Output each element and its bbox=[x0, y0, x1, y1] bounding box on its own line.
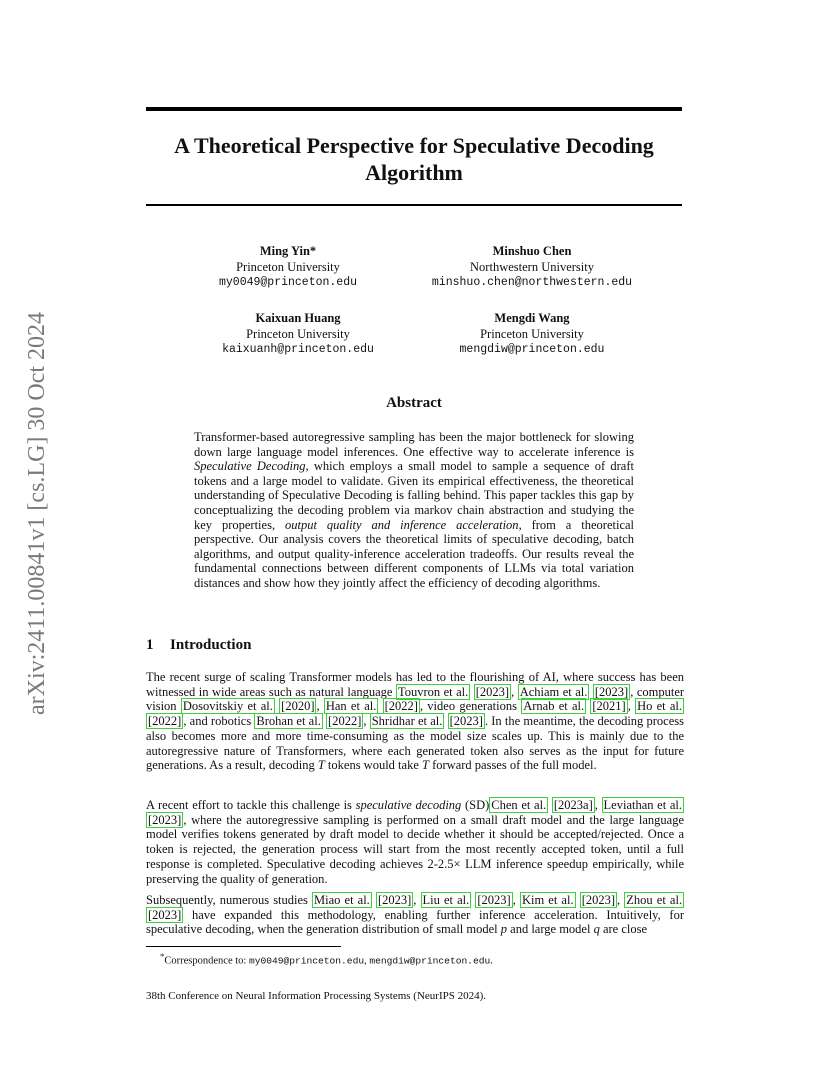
body-text: , bbox=[627, 699, 636, 714]
footnote-mark: * bbox=[160, 951, 165, 961]
author-name: Mengdi Wang bbox=[494, 311, 570, 325]
footnote-email[interactable]: mengdiw@princeton.edu bbox=[369, 955, 491, 967]
citation-link[interactable]: Arnab et al. bbox=[523, 699, 585, 714]
body-text: . In the meantime, the decoding process also becomes more and more time-consuming as the model size scales up. This is mainly due to the autoregressive nature of Transformers, where each generated token also serves as the input for future generations. As a result, decoding bbox=[146, 714, 685, 773]
body-text: , and robotics bbox=[183, 714, 255, 729]
footnote-rule bbox=[146, 946, 341, 947]
citation-link[interactable]: Kim et al. bbox=[521, 893, 574, 907]
author-block-2 bbox=[402, 243, 662, 291]
intro-paragraph-1 bbox=[146, 670, 684, 773]
abstract-text: Transformer-based autoregressive sampling has been the major bottleneck for slowing down large language model inferences. One effective way to accelerate inference is bbox=[194, 430, 634, 459]
footnote-email[interactable]: my0049@princeton.edu bbox=[248, 955, 365, 967]
citation-link[interactable]: Dosovitskiy et al. bbox=[182, 699, 273, 714]
body-text: forward passes of the full model. bbox=[428, 758, 597, 773]
citation-link[interactable]: [2022] bbox=[384, 699, 418, 714]
top-rule bbox=[146, 107, 682, 111]
body-text: Subsequently, numerous studies bbox=[146, 893, 313, 907]
citation-link[interactable]: Han et al. bbox=[325, 699, 377, 714]
body-text: are close bbox=[599, 922, 648, 937]
body-text: , bbox=[363, 714, 370, 729]
author-email: my0049@princeton.edu bbox=[218, 276, 358, 289]
footnote-end: . bbox=[490, 955, 493, 967]
body-text: , where the autoregressive sampling is performed on a small draft model and the large language model verifies tokens generated by draft model to decide whether it should be accepted/rejected. Once a token is rejected, the generation process will start from the most recently accepted token, until a full response is completed. Speculative decoding achieves 2-2.5× LLM inference speedup empirically, while preserving the quality of generation. bbox=[146, 812, 684, 886]
author-email: kaixuanh@princeton.edu bbox=[222, 343, 374, 356]
citation-link[interactable]: [2023] bbox=[377, 893, 412, 907]
math-variable: p bbox=[500, 922, 508, 937]
citation-link[interactable]: Zhou et al. bbox=[626, 893, 683, 907]
title-line-2: Algorithm bbox=[365, 160, 463, 185]
citation-link[interactable]: [2023] bbox=[477, 893, 511, 907]
author-block-3 bbox=[188, 310, 408, 358]
section-heading bbox=[146, 637, 251, 654]
body-text: , bbox=[511, 684, 518, 699]
body-text: A recent effort to tackle this challenge is bbox=[146, 798, 356, 812]
author-affiliation: Northwestern University bbox=[470, 260, 594, 274]
body-text: and large model bbox=[507, 922, 594, 937]
conference-note: 38th Conference on Neural Information Processing Systems (NeurIPS 2024). bbox=[146, 990, 487, 1002]
author-name: Ming Yin* bbox=[259, 244, 317, 258]
citation-link[interactable]: Brohan et al. bbox=[256, 714, 321, 729]
abstract-emphasis: Speculative Decoding bbox=[194, 459, 306, 474]
citation-link[interactable]: [2023a] bbox=[553, 798, 593, 812]
footnote-sep: , bbox=[364, 955, 370, 967]
footnote-text: Correspondence to: bbox=[164, 955, 249, 967]
citation-link[interactable]: [2023] bbox=[449, 714, 483, 729]
title-line-1: A Theoretical Perspective for Speculative Decoding bbox=[174, 133, 654, 158]
intro-paragraph-3 bbox=[146, 893, 684, 937]
body-emphasis: speculative decoding bbox=[355, 798, 462, 812]
body-text: have expanded this methodology, enabling further inference acceleration. Intuitively, for speculative decoding, when the generation distribution of small model bbox=[146, 907, 684, 937]
abstract-body bbox=[194, 430, 634, 591]
math-variable: T bbox=[317, 758, 325, 773]
citation-link[interactable]: [2022] bbox=[328, 714, 362, 729]
body-text: , computer vision bbox=[146, 684, 685, 714]
abstract-text: , from a theoretical perspective. Our analysis covers the theoretical limits of speculative decoding, batch algorithms, and output quality-inference acceleration tradeoffs. Our results reveal the fundamental connections between different components of LLMs via total variation distances and show how they jointly affect the efficiency of decoding algorithms. bbox=[194, 517, 635, 590]
author-email: minshuo.chen@northwestern.edu bbox=[431, 276, 633, 289]
author-block-4 bbox=[432, 310, 632, 358]
citation-link[interactable]: [2023] bbox=[475, 684, 510, 699]
citation-link[interactable]: Touvron et al. bbox=[397, 684, 469, 699]
footnote bbox=[160, 951, 493, 967]
citation-link[interactable]: Achiam et al. bbox=[519, 684, 588, 699]
citation-link[interactable]: [2023] bbox=[581, 893, 616, 907]
citation-link[interactable]: [2023] bbox=[594, 684, 629, 699]
body-text: , video generations bbox=[419, 699, 522, 714]
author-affiliation: Princeton University bbox=[246, 327, 350, 341]
body-text: tokens would take bbox=[324, 758, 423, 773]
citation-link[interactable]: Liu et al. bbox=[422, 893, 470, 907]
body-text: The recent surge of scaling Transformer models has led to the flourishing of AI, where success has been witnessed in wide areas such as natural language bbox=[146, 670, 684, 699]
body-text: , bbox=[413, 893, 421, 907]
body-text: , bbox=[617, 893, 625, 907]
abstract-emphasis: output quality and inference acceleration bbox=[284, 517, 519, 532]
arxiv-stamp: arXiv:2411.00841v1 [cs.LG] 30 Oct 2024 bbox=[24, 311, 50, 715]
section-number: 1 bbox=[146, 637, 154, 653]
math-variable: T bbox=[422, 758, 429, 773]
citation-link[interactable]: [2023] bbox=[148, 907, 182, 922]
body-text: , bbox=[316, 699, 324, 714]
citation-link[interactable]: [2023] bbox=[148, 812, 182, 827]
author-block-1 bbox=[188, 243, 388, 291]
abstract-text: , which employs a small model to sample a sequence of draft tokens and a large model to validate. Given its empirical effectiveness, the theoretical understanding of Speculative Decoding is falling behind. This paper tackles this gap by conceptualizing the decoding problem via markov chain abstraction and studying the key properties, bbox=[194, 459, 634, 532]
section-title: Introduction bbox=[170, 637, 252, 653]
paper-title bbox=[146, 132, 682, 186]
author-name: Minshuo Chen bbox=[492, 244, 572, 258]
math-variable: q bbox=[593, 922, 600, 937]
body-text: , bbox=[512, 893, 520, 907]
citation-link[interactable]: Chen et al. bbox=[491, 798, 547, 812]
intro-paragraph-2 bbox=[146, 798, 684, 886]
citation-link[interactable]: [2022] bbox=[148, 714, 182, 729]
citation-link[interactable]: Shridhar et al. bbox=[371, 714, 443, 729]
author-name: Kaixuan Huang bbox=[255, 311, 341, 325]
citation-link[interactable]: Ho et al. bbox=[637, 699, 683, 714]
citation-link[interactable]: Miao et al. bbox=[314, 893, 370, 907]
author-affiliation: Princeton University bbox=[480, 327, 584, 341]
body-text: , bbox=[594, 798, 602, 812]
citation-link[interactable]: [2021] bbox=[592, 699, 626, 714]
author-email: mengdiw@princeton.edu bbox=[459, 343, 605, 356]
body-text: (SD) bbox=[461, 798, 490, 812]
title-bottom-rule bbox=[146, 204, 682, 206]
author-affiliation: Princeton University bbox=[236, 260, 340, 274]
citation-link[interactable]: [2020] bbox=[281, 699, 315, 714]
citation-link[interactable]: Leviathan et al. bbox=[603, 798, 683, 812]
abstract-heading: Abstract bbox=[386, 395, 442, 411]
